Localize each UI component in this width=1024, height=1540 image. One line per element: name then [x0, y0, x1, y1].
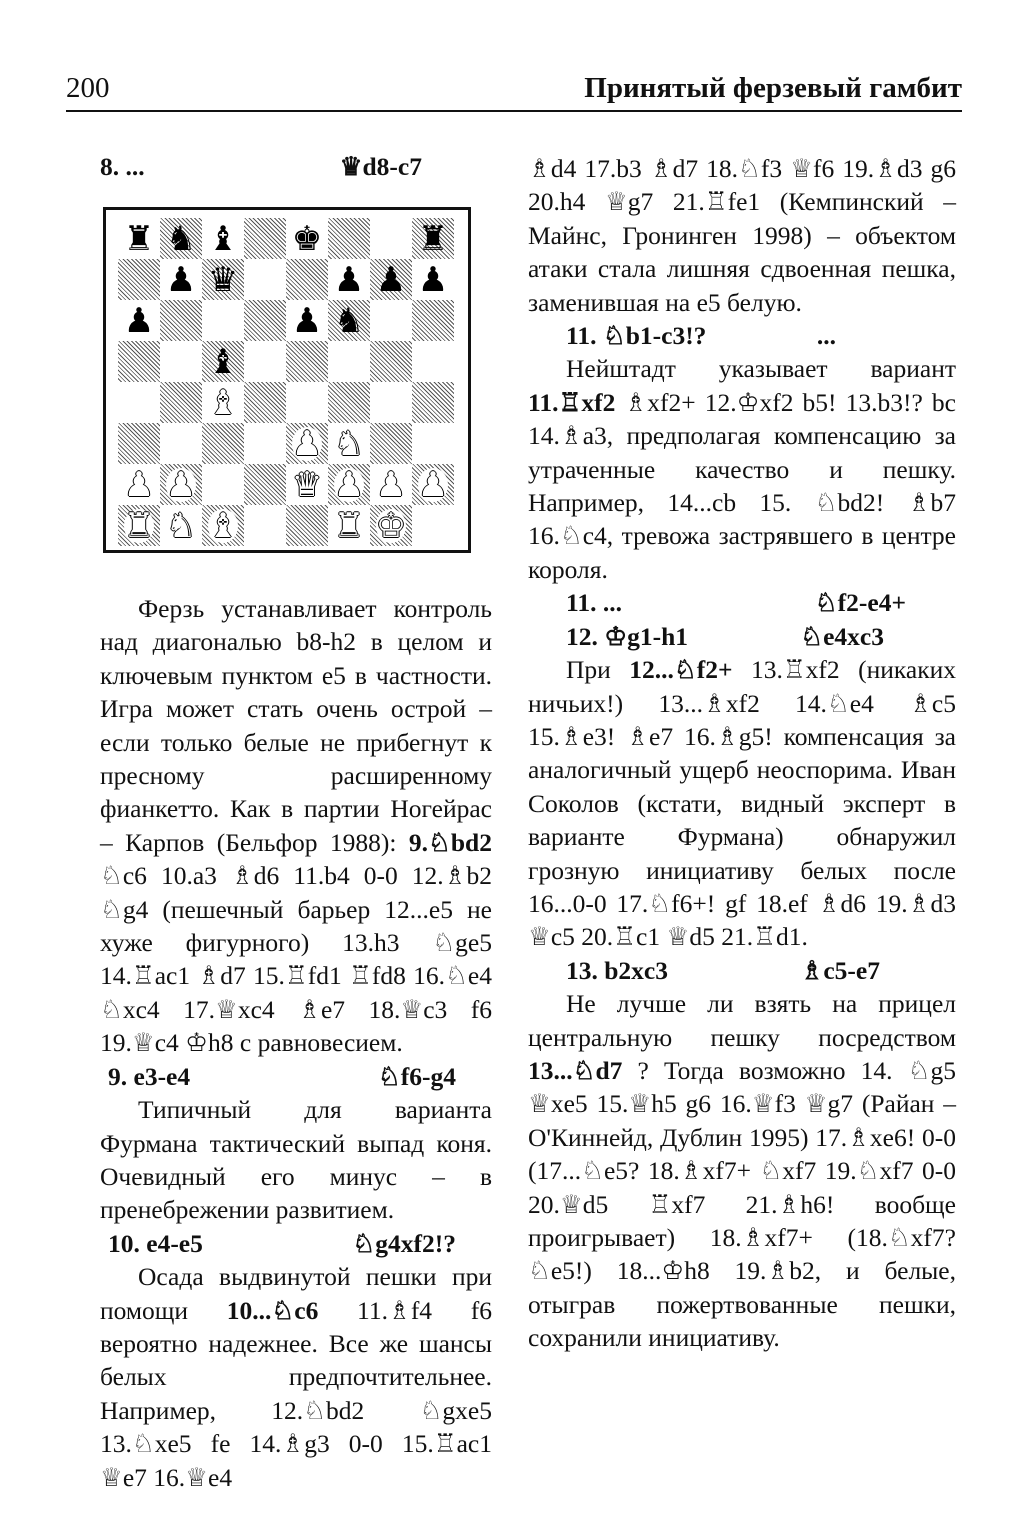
board-square — [412, 505, 454, 546]
board-square — [202, 382, 244, 423]
board-square — [244, 382, 286, 423]
white-pawn-icon: ♟ — [375, 464, 407, 505]
board-square — [160, 259, 202, 300]
board-square — [370, 259, 412, 300]
diagram-move-number: 8. ... — [100, 152, 145, 181]
board-square — [370, 464, 412, 505]
white-rook-icon: ♜ — [123, 505, 155, 546]
board-square — [244, 341, 286, 382]
board-square — [202, 218, 244, 259]
paragraph: Типичный для варианта Фурмана тактический выпад коня. Очевидный его минус – в пренебрежении развитием. — [100, 1095, 492, 1225]
board-square — [118, 505, 160, 546]
board-square — [286, 464, 328, 505]
white-pawn-icon: ♟ — [123, 464, 155, 505]
black-queen-icon: ♛ — [207, 259, 239, 300]
board-square — [160, 382, 202, 423]
move-line: 10. e4-e5 ♘g4xf2!? — [108, 1228, 456, 1258]
move-line: 11. ♘b1-c3!? ... — [566, 321, 836, 351]
black-rook-icon: ♜ — [123, 218, 155, 259]
board-square — [202, 505, 244, 546]
board-square — [412, 423, 454, 464]
board-square — [370, 218, 412, 259]
board-square — [412, 300, 454, 341]
black-pawn-icon: ♟ — [165, 259, 197, 300]
board-square — [160, 218, 202, 259]
board-square — [244, 423, 286, 464]
diagram-move — [100, 152, 422, 182]
board-square — [244, 464, 286, 505]
white-rook-icon: ♜ — [333, 505, 365, 546]
white-king-icon: ♚ — [375, 505, 407, 546]
board-square — [118, 464, 160, 505]
board-square — [286, 300, 328, 341]
black-knight-icon: ♞ — [333, 300, 365, 341]
black-pawn-icon: ♟ — [375, 259, 407, 300]
board-square — [202, 464, 244, 505]
board-square — [202, 341, 244, 382]
paragraph: Нейштадт указывает вариант 11.♖xf2 ♗xf2+ 12.♔xf2 b5! 13.b3!? bc 14.♗a3, предполагая компенсацию за утраченные качество и пешку. Например, 14...cb 15. ♘bd2! ♗b7 16.♘c4, тревожа застрявшего в центре короля. — [528, 354, 956, 584]
board-square — [370, 382, 412, 423]
board-square — [328, 259, 370, 300]
board-square — [328, 300, 370, 341]
board-square — [160, 423, 202, 464]
chess-board — [118, 218, 454, 546]
board-square — [202, 423, 244, 464]
paragraph: Не лучше ли взять на прицел центральную пешку посредством 13...♘d7 ? Тогда возможно 14. ♘g5 ♕xe5 15.♕h5 g6 16.♕f3 ♕g7 (Райан – О'Киннейд, Дублин 1995) 17.♗xe6! 0-0 (17...♘e5? 18.♗xf7+ ♘xf7 19.♘xf7 0-0 20.♕d5 ♖xf7 21.♗h6! вообще проигрывает) 18.♗xf7+ (18.♘xf7? ♘e5!) 18...♔h8 19.♗b2, и белые, отыграв пожертвованные пешки, сохранили инициативу. — [528, 989, 956, 1353]
white-bishop-icon: ♝ — [207, 505, 239, 546]
board-square — [118, 382, 160, 423]
board-square — [286, 259, 328, 300]
board-square — [286, 505, 328, 546]
board-square — [412, 464, 454, 505]
diagram-move-text: ♛d8-c7 — [339, 152, 422, 181]
white-pawn-icon: ♟ — [165, 464, 197, 505]
board-square — [244, 259, 286, 300]
move-line: 12. ♔g1-h1 ♘e4xc3 — [566, 621, 884, 651]
page-header — [66, 70, 962, 112]
board-square — [160, 464, 202, 505]
black-knight-icon: ♞ — [165, 218, 197, 259]
chess-diagram — [103, 207, 471, 553]
board-square — [286, 341, 328, 382]
board-square — [160, 341, 202, 382]
board-square — [244, 505, 286, 546]
board-square — [118, 341, 160, 382]
black-king-icon: ♚ — [291, 218, 323, 259]
board-square — [118, 259, 160, 300]
board-square — [412, 382, 454, 423]
board-square — [244, 300, 286, 341]
board-square — [118, 300, 160, 341]
paragraph: Ферзь устанавливает контроль над диагональю b8-h2 в целом и ключевым пунктом e5 в частности. Игра может стать очень острой – если только белые не прибегнут к пресному расширенному фианкетто. Как в партии Ногейрас – Карпов (Бельфор 1988): 9.♘bd2 ♘c6 10.a3 ♗d6 11.b4 0-0 12.♗b2 ♘g4 (пешечный барьер 12...e5 не хуже фигурного) 13.h3 ♘ge5 14.♖ac1 ♗d7 15.♖fd1 ♖fd8 16.♘e4 ♘xc4 17.♕xc4 ♗e7 18.♕c3 f6 19.♕c4 ♔h8 с равновесием. — [100, 594, 492, 1058]
right-column — [528, 152, 956, 1355]
move-line: 9. e3-e4 ♘f6-g4 — [108, 1061, 456, 1091]
board-square — [370, 423, 412, 464]
board-square — [202, 259, 244, 300]
board-square — [370, 300, 412, 341]
board-square — [412, 218, 454, 259]
board-square — [328, 341, 370, 382]
board-square — [412, 259, 454, 300]
black-bishop-icon: ♝ — [207, 341, 239, 382]
running-title: Принятый ферзевый гамбит — [584, 72, 962, 104]
board-square — [286, 218, 328, 259]
board-square — [286, 382, 328, 423]
paragraph: ♗d4 17.b3 ♗d7 18.♘f3 ♕f6 19.♗d3 g6 20.h4 ♕g7 21.♖fe1 (Кемпинский – Майнс, Гронинген 1998) – объектом атаки стала лишняя сдвоенная пешка, заменившая на e5 белую. — [528, 154, 956, 317]
board-square — [118, 423, 160, 464]
board-square — [328, 218, 370, 259]
left-column — [100, 592, 492, 1494]
board-square — [328, 505, 370, 546]
board-square — [202, 300, 244, 341]
black-rook-icon: ♜ — [417, 218, 449, 259]
white-bishop-icon: ♝ — [207, 382, 239, 423]
black-pawn-icon: ♟ — [123, 300, 155, 341]
board-square — [328, 423, 370, 464]
board-square — [412, 341, 454, 382]
board-square — [118, 218, 160, 259]
board-square — [160, 505, 202, 546]
board-square — [244, 218, 286, 259]
move-line: 13. b2xc3 ♗c5-e7 — [566, 955, 880, 985]
white-pawn-icon: ♟ — [333, 464, 365, 505]
white-pawn-icon: ♟ — [417, 464, 449, 505]
move-line: 11. ... ♘f2-e4+ — [566, 588, 906, 618]
board-square — [160, 300, 202, 341]
black-bishop-icon: ♝ — [207, 218, 239, 259]
board-square — [286, 423, 328, 464]
white-knight-icon: ♞ — [333, 423, 365, 464]
black-pawn-icon: ♟ — [291, 300, 323, 341]
board-square — [370, 341, 412, 382]
board-square — [328, 382, 370, 423]
black-pawn-icon: ♟ — [333, 259, 365, 300]
white-pawn-icon: ♟ — [291, 423, 323, 464]
paragraph: При 12...♘f2+ 13.♖xf2 (никаких ничьих!) 13...♗xf2 14.♘e4 ♗c5 15.♗e3! ♗e7 16.♗g5! компенсация за аналогичный ущерб неоспорима. Иван Соколов (кстати, видный эксперт в варианте Фурмана) обнаружил грозную инициативу белых после 16...0-0 17.♘f6+! gf 18.ef ♗d6 19.♗d3 ♕c5 20.♖c1 ♕d5 21.♖d1. — [528, 655, 956, 952]
board-square — [370, 505, 412, 546]
board-square — [328, 464, 370, 505]
white-queen-icon: ♛ — [291, 464, 323, 505]
white-knight-icon: ♞ — [165, 505, 197, 546]
paragraph: Осада выдвинутой пешки при помощи 10...♘c6 11.♗f4 f6 вероятно надежнее. Все же шансы белых предпочтительнее. Например, 12.♘bd2 ♘gxe5 13.♘xe5 fe 14.♗g3 0-0 15.♖ac1 ♕e7 16.♕e4 — [100, 1262, 492, 1492]
black-pawn-icon: ♟ — [417, 259, 449, 300]
page-number: 200 — [66, 72, 110, 104]
